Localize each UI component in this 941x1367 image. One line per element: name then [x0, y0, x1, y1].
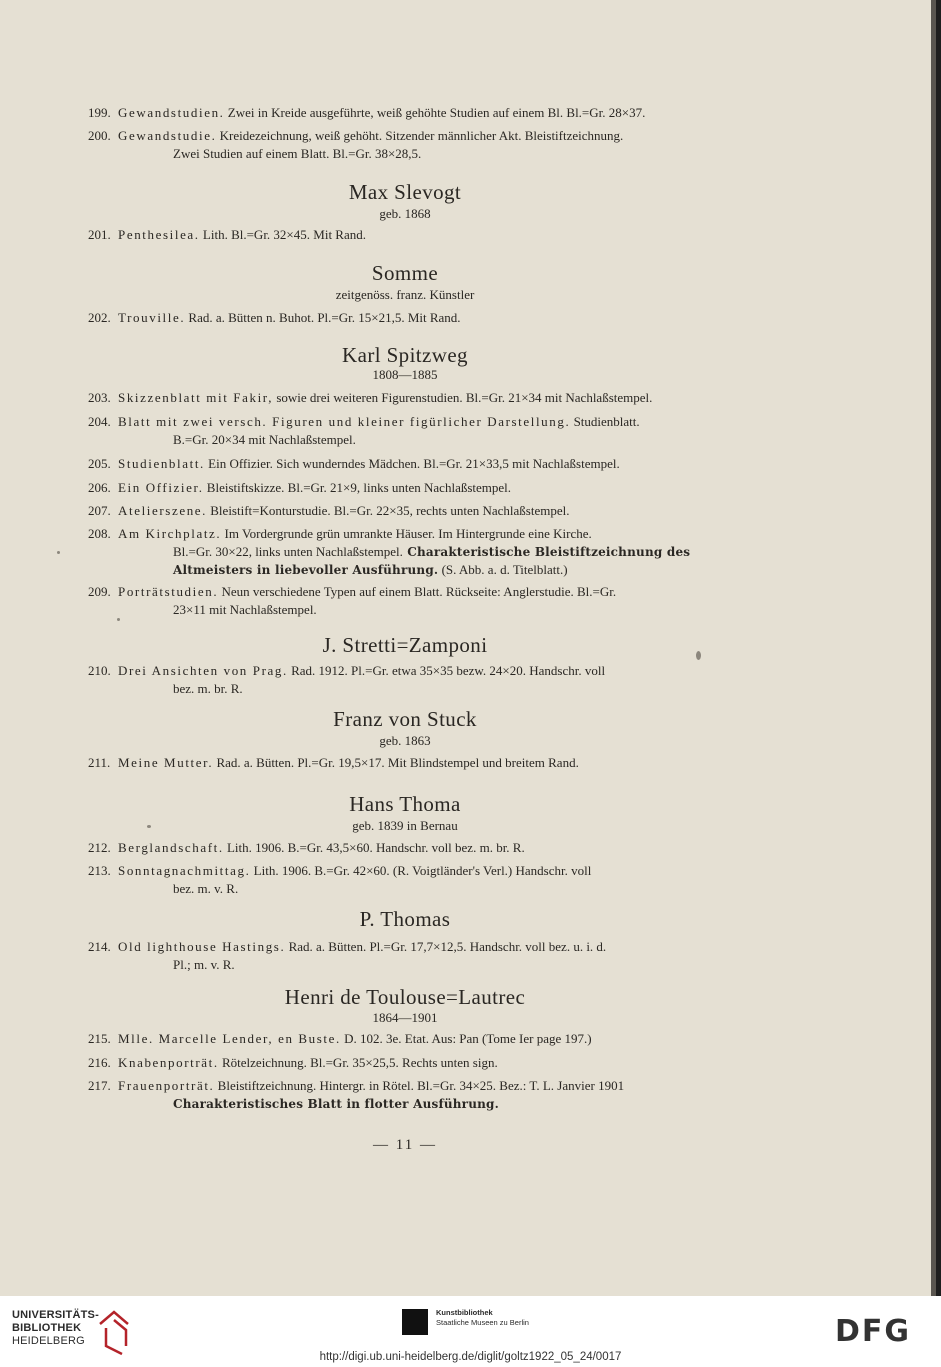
kunstbibliothek-logo-text[interactable]	[436, 1308, 529, 1328]
entry-number: 201.	[88, 227, 111, 242]
entry-title: Skizzenblatt mit Fakir,	[118, 390, 274, 405]
entry-description: D. 102. 3e. Etat. Aus: Pan (Tome Ier page 197.)	[340, 1031, 592, 1046]
artist-dates-thoma: geb. 1839 in Bernau	[352, 818, 458, 833]
entry-number: 199.	[88, 105, 111, 120]
artist-dates-spitzweg: 1808—1885	[372, 367, 438, 382]
entry-continuation-text: Bl.=Gr. 30×22, links unten Nachlaßstempel.	[173, 544, 403, 559]
entry-continuation: bez. m. v. R.	[173, 881, 239, 896]
entry-description: Lith. Bl.=Gr. 32×45. Mit Rand.	[199, 227, 366, 242]
university-library-logo-text[interactable]	[12, 1309, 99, 1348]
entry-highlight-2: Altmeisters in liebevoller Ausführung.	[173, 563, 439, 577]
artist-dates-somme: zeitgenöss. franz. Künstler	[335, 287, 475, 302]
entry-description: Neun verschiedene Typen auf einem Blatt. Rückseite: Anglerstudie. Bl.=Gr.	[218, 584, 617, 599]
entry-number: 204.	[88, 414, 111, 429]
entry-title: Berglandschaft.	[118, 840, 224, 855]
entry-description: Kreidezeichnung, weiß gehöht. Sitzender männlicher Akt. Bleistiftzeichnung.	[216, 128, 624, 143]
entry-number: 202.	[88, 310, 111, 325]
uni-line-3: HEIDELBERG	[12, 1335, 85, 1347]
catalog-entry-201	[88, 226, 738, 244]
artist-heading-spitzweg: Karl Spitzweg	[342, 343, 468, 367]
artist-heading-stretti: J. Stretti=Zamponi	[322, 633, 488, 657]
catalog-entry-210	[88, 662, 738, 698]
page-number: — 11 —	[373, 1137, 437, 1153]
entry-title: Meine Mutter.	[118, 755, 214, 770]
entry-continuation	[88, 1095, 738, 1113]
entry-continuation: Pl.; m. v. R.	[173, 957, 235, 972]
catalog-entry-209	[88, 583, 738, 619]
entry-description: Rad. a. Bütten. Pl.=Gr. 19,5×17. Mit Blindstempel und breitem Rand.	[213, 755, 579, 770]
artist-heading-toulouse: Henri de Toulouse=Lautrec	[284, 985, 526, 1009]
entry-number: 217.	[88, 1078, 111, 1093]
entry-continuation: Zwei Studien auf einem Blatt. Bl.=Gr. 38×28,5.	[173, 146, 422, 161]
paper-speck	[57, 551, 60, 554]
entry-continuation: B.=Gr. 20×34 mit Nachlaßstempel.	[173, 432, 356, 447]
artist-heading-pthomas: P. Thomas	[359, 907, 451, 931]
artist-dates-toulouse: 1864—1901	[372, 1010, 438, 1025]
artist-dates-slevogt: geb. 1868	[379, 206, 431, 221]
entry-continuation: bez. m. br. R.	[173, 681, 243, 696]
entry-number: 203.	[88, 390, 111, 405]
entry-highlight: Charakteristisches Blatt in flotter Ausführung.	[173, 1097, 500, 1111]
entry-description: Bleistiftskizze. Bl.=Gr. 21×9, links unten Nachlaßstempel.	[203, 480, 512, 495]
page-edge-shadow	[931, 0, 936, 1296]
entry-number: 206.	[88, 480, 111, 495]
entry-description: Lith. 1906. B.=Gr. 43,5×60. Handschr. voll bez. m. br. R.	[223, 840, 525, 855]
entry-description: Im Vordergrunde grün umrankte Häuser. Im Hintergrunde eine Kirche.	[221, 526, 592, 541]
entry-title: Sonntagnachmittag.	[118, 863, 251, 878]
entry-title: Ein Offizier.	[118, 480, 204, 495]
catalog-entry-206	[88, 479, 738, 497]
paper-speck	[117, 618, 120, 621]
kb-line-2: Staatliche Museen zu Berlin	[436, 1318, 529, 1327]
catalog-entry-214	[88, 938, 738, 974]
entry-description: Bleistift=Konturstudie. Bl.=Gr. 22×35, rechts unten Nachlaßstempel.	[207, 503, 570, 518]
entry-number: 215.	[88, 1031, 111, 1046]
artist-heading-thoma: Hans Thoma	[349, 792, 461, 816]
catalog-entry-205	[88, 455, 738, 473]
entry-description: Zwei in Kreide ausgeführte, weiß gehöhte Studien auf einem Bl. Bl.=Gr. 28×37.	[224, 105, 646, 120]
entry-number: 207.	[88, 503, 111, 518]
catalog-entry-200	[88, 127, 738, 163]
entry-title: Atelierszene.	[118, 503, 208, 518]
entry-description: Ein Offizier. Sich wunderndes Mädchen. Bl.=Gr. 21×33,5 mit Nachlaßstempel.	[204, 456, 620, 471]
entry-number: 208.	[88, 526, 111, 541]
entry-title: Old lighthouse Hastings.	[118, 939, 286, 954]
catalog-entry-199	[88, 104, 738, 122]
entry-number: 216.	[88, 1055, 111, 1070]
entry-note: (S. Abb. a. d. Titelblatt.)	[438, 562, 568, 577]
catalog-entry-211	[88, 754, 738, 772]
entry-number: 212.	[88, 840, 111, 855]
dfg-logo[interactable]: DFG	[835, 1314, 912, 1349]
entry-title: Trouville.	[118, 310, 186, 325]
entry-number: 214.	[88, 939, 111, 954]
entry-highlight: Charakteristische Bleistiftzeichnung des	[402, 545, 691, 559]
entry-continuation	[88, 543, 738, 561]
entry-number: 210.	[88, 663, 111, 678]
permalink-url[interactable]: http://digi.ub.uni-heidelberg.de/diglit/goltz1922_05_24/0017	[319, 1351, 622, 1363]
catalog-entry-208	[88, 525, 738, 579]
entry-number: 200.	[88, 128, 111, 143]
artist-dates-stuck: geb. 1863	[379, 733, 431, 748]
paper-speck	[696, 651, 701, 660]
artist-heading-somme: Somme	[371, 261, 439, 285]
entry-title: Knabenporträt.	[118, 1055, 219, 1070]
entry-description: Bleistiftzeichnung. Hintergr. in Rötel. Bl.=Gr. 34×25. Bez.: T. L. Janvier 1901	[214, 1078, 625, 1093]
entry-title: Blatt mit zwei versch. Figuren und kleiner figürlicher Darstellung.	[118, 414, 571, 429]
catalog-entry-204	[88, 413, 738, 449]
entry-description: Lith. 1906. B.=Gr. 42×60. (R. Voigtländer's Verl.) Handschr. voll	[250, 863, 592, 878]
catalog-entry-203	[88, 389, 738, 407]
catalog-entry-207	[88, 502, 738, 520]
entry-number: 211.	[88, 755, 111, 770]
catalog-entry-215	[88, 1030, 738, 1048]
entry-number: 209.	[88, 584, 111, 599]
entry-title: Mlle. Marcelle Lender, en Buste.	[118, 1031, 341, 1046]
entry-title: Porträtstudien.	[118, 584, 219, 599]
kb-line-1: Kunstbibliothek	[436, 1308, 493, 1317]
footer-bar	[0, 1296, 941, 1367]
uni-line-2: BIBLIOTHEK	[12, 1322, 82, 1334]
entry-number: 213.	[88, 863, 111, 878]
entry-continuation-2	[88, 561, 738, 579]
entry-title: Gewandstudien.	[118, 105, 225, 120]
entry-description: Rad. 1912. Pl.=Gr. etwa 35×35 bezw. 24×20. Handschr. voll	[287, 663, 606, 678]
catalog-entry-202	[88, 309, 738, 327]
entry-title: Frauenporträt.	[118, 1078, 215, 1093]
entry-description: sowie drei weiteren Figurenstudien. Bl.=Gr. 21×34 mit Nachlaßstempel.	[273, 390, 653, 405]
entry-title: Am Kirchplatz.	[118, 526, 222, 541]
entry-description: Rad. a. Bütten. Pl.=Gr. 17,7×12,5. Handschr. voll bez. u. i. d.	[285, 939, 607, 954]
entry-description: Rad. a. Bütten n. Buhot. Pl.=Gr. 15×21,5. Mit Rand.	[185, 310, 461, 325]
catalog-entry-216	[88, 1054, 738, 1072]
catalog-entry-217	[88, 1077, 738, 1113]
entry-title: Gewandstudie.	[118, 128, 217, 143]
catalog-entry-213	[88, 862, 738, 898]
entry-number: 205.	[88, 456, 111, 471]
entry-description: Rötelzeichnung. Bl.=Gr. 35×25,5. Rechts unten sign.	[218, 1055, 498, 1070]
university-library-logo-icon	[96, 1306, 132, 1356]
entry-continuation: 23×11 mit Nachlaßstempel.	[173, 602, 317, 617]
paper-speck	[147, 825, 151, 828]
artist-heading-slevogt: Max Slevogt	[348, 180, 462, 204]
entry-description: Studienblatt.	[570, 414, 640, 429]
entry-title: Studienblatt.	[118, 456, 205, 471]
uni-line-1: UNIVERSITÄTS-	[12, 1309, 99, 1321]
catalog-entry-212	[88, 839, 738, 857]
artist-heading-stuck: Franz von Stuck	[333, 707, 477, 731]
entry-title: Drei Ansichten von Prag.	[118, 663, 288, 678]
entry-title: Penthesilea.	[118, 227, 200, 242]
kunstbibliothek-logo-icon	[402, 1309, 428, 1335]
